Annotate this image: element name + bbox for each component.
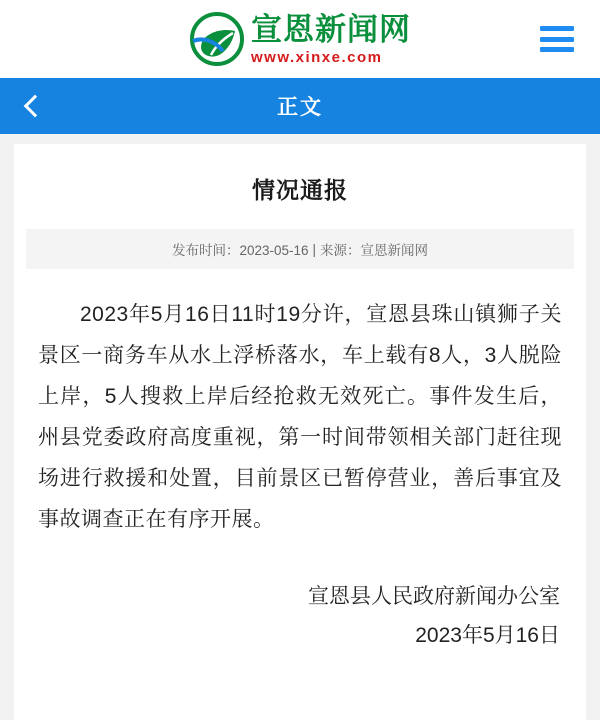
article-title: 情况通报 (252, 177, 348, 203)
nav-title: 正文 (277, 96, 323, 119)
article-meta (26, 229, 574, 269)
meta-separator: | (312, 241, 317, 257)
article-signature-date: 2023年5月16日 (415, 623, 560, 647)
article-card (14, 144, 586, 724)
site-header (0, 0, 600, 78)
site-title: 宣恩新闻网 (251, 11, 411, 47)
hamburger-menu-icon[interactable] (540, 26, 574, 52)
back-chevron-icon[interactable] (18, 92, 46, 120)
site-logo[interactable] (189, 11, 411, 67)
navigation-bar (0, 78, 600, 134)
article-source: 来源：宣恩新闻网 (320, 243, 429, 258)
article-signature: 宣恩县人民政府新闻办公室 (308, 584, 560, 608)
publish-time: 发布时间：2023-05-16 (171, 243, 309, 258)
leaf-logo-icon (189, 11, 245, 67)
article-body: 2023年5月16日11时19分许，宣恩县珠山镇狮子关景区一商务车从水上浮桥落水，车上载有8人，3人脱险上岸，5人搜救上岸后经抢救无效死亡。事件发生后，州县党委政府高度重视，第一时间带领相关部门赶往现场进行救援和处置，目前景区已暂停营业，善后事宜及事故调查正在有序开展。 (38, 303, 562, 531)
site-url: www.xinxe.com (251, 48, 383, 66)
